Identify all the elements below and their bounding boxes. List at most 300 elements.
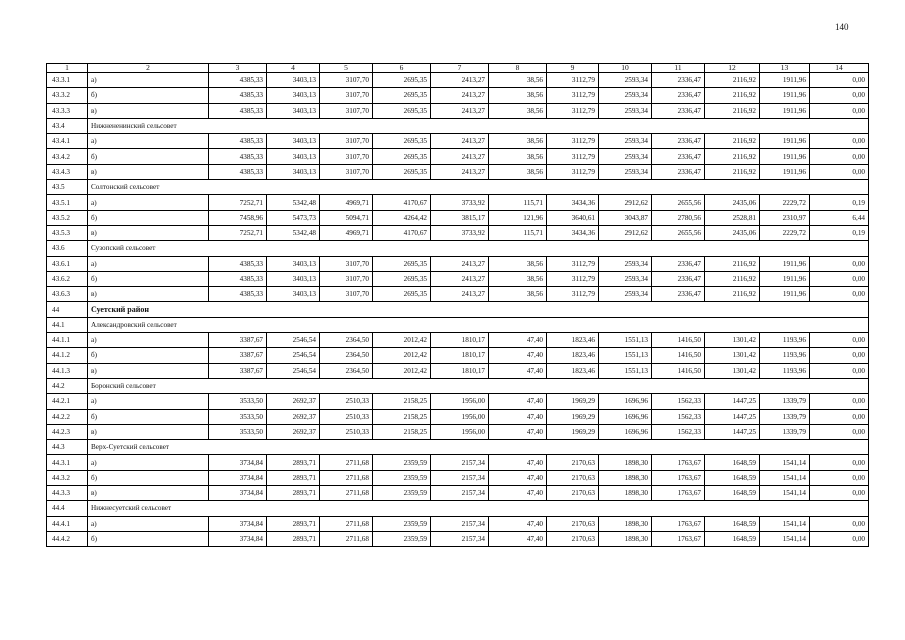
row-code: 44	[47, 302, 88, 317]
value-cell: 1447,25	[705, 394, 760, 409]
table-row	[47, 195, 869, 210]
value-cell: 2413,27	[431, 134, 489, 149]
value-cell: 1956,00	[431, 394, 489, 409]
value-cell: 2359,59	[373, 470, 431, 485]
value-cell: 3107,70	[320, 73, 373, 88]
value-cell: 1301,42	[705, 348, 760, 363]
section-row	[47, 378, 869, 393]
row-code: 44.2.3	[47, 424, 88, 439]
value-cell: 0,00	[810, 134, 869, 149]
table-row	[47, 348, 869, 363]
value-cell: 47,40	[489, 424, 547, 439]
value-cell: 2359,59	[373, 531, 431, 546]
table-row	[47, 149, 869, 164]
row-code: 43.5	[47, 180, 88, 195]
value-cell: 3107,70	[320, 103, 373, 118]
row-code: 43.6.3	[47, 287, 88, 302]
value-cell: 2116,92	[705, 256, 760, 271]
value-cell: 1898,30	[599, 470, 652, 485]
value-cell: 1301,42	[705, 363, 760, 378]
value-cell: 1562,33	[652, 409, 705, 424]
column-header: 10	[599, 64, 652, 73]
value-cell: 1810,17	[431, 348, 489, 363]
value-cell: 0,00	[810, 348, 869, 363]
table-row	[47, 424, 869, 439]
value-cell: 1911,96	[760, 73, 810, 88]
row-label: а)	[88, 195, 209, 210]
value-cell: 3640,61	[547, 210, 599, 225]
table-row	[47, 531, 869, 546]
row-code: 44.4	[47, 501, 88, 516]
value-cell: 2711,68	[320, 516, 373, 531]
value-cell: 47,40	[489, 486, 547, 501]
tariff-table	[46, 63, 869, 547]
value-cell: 2692,37	[267, 409, 320, 424]
table-row	[47, 486, 869, 501]
value-cell: 1696,96	[599, 409, 652, 424]
value-cell: 1193,96	[760, 348, 810, 363]
row-label: в)	[88, 164, 209, 179]
value-cell: 1911,96	[760, 103, 810, 118]
value-cell: 47,40	[489, 363, 547, 378]
value-cell: 0,00	[810, 516, 869, 531]
section-title: Александровский сельсовет	[88, 317, 869, 332]
value-cell: 2593,34	[599, 164, 652, 179]
value-cell: 0,00	[810, 271, 869, 286]
row-code: 44.2	[47, 378, 88, 393]
value-cell: 3107,70	[320, 256, 373, 271]
value-cell: 0,00	[810, 424, 869, 439]
table-row	[47, 88, 869, 103]
section-title: Сузопский сельсовет	[88, 241, 869, 256]
value-cell: 0,00	[810, 409, 869, 424]
value-cell: 5342,48	[267, 225, 320, 240]
value-cell: 1763,67	[652, 516, 705, 531]
value-cell: 38,56	[489, 88, 547, 103]
value-cell: 2711,68	[320, 455, 373, 470]
value-cell: 2170,63	[547, 455, 599, 470]
value-cell: 2655,56	[652, 195, 705, 210]
value-cell: 2336,47	[652, 73, 705, 88]
value-cell: 1339,79	[760, 424, 810, 439]
value-cell: 0,00	[810, 531, 869, 546]
value-cell: 2158,25	[373, 394, 431, 409]
value-cell: 2170,63	[547, 470, 599, 485]
value-cell: 1541,14	[760, 455, 810, 470]
value-cell: 2546,54	[267, 348, 320, 363]
value-cell: 3107,70	[320, 271, 373, 286]
value-cell: 5094,71	[320, 210, 373, 225]
row-code: 44.1.2	[47, 348, 88, 363]
value-cell: 2336,47	[652, 149, 705, 164]
section-row	[47, 440, 869, 455]
value-cell: 0,19	[810, 195, 869, 210]
value-cell: 2593,34	[599, 149, 652, 164]
value-cell: 38,56	[489, 134, 547, 149]
value-cell: 2510,33	[320, 424, 373, 439]
value-cell: 0,00	[810, 73, 869, 88]
value-cell: 2893,71	[267, 470, 320, 485]
value-cell: 2546,54	[267, 333, 320, 348]
value-cell: 4385,33	[209, 271, 267, 286]
value-cell: 2695,35	[373, 287, 431, 302]
value-cell: 3403,13	[267, 88, 320, 103]
section-row	[47, 241, 869, 256]
table-row	[47, 210, 869, 225]
value-cell: 2413,27	[431, 256, 489, 271]
value-cell: 2157,34	[431, 455, 489, 470]
value-cell: 2893,71	[267, 516, 320, 531]
row-code: 43.6.1	[47, 256, 88, 271]
value-cell: 2157,34	[431, 516, 489, 531]
value-cell: 3734,84	[209, 486, 267, 501]
value-cell: 0,00	[810, 455, 869, 470]
value-cell: 2116,92	[705, 271, 760, 286]
row-code: 43.4	[47, 118, 88, 133]
row-code: 44.3	[47, 440, 88, 455]
value-cell: 1898,30	[599, 531, 652, 546]
value-cell: 2229,72	[760, 225, 810, 240]
value-cell: 2413,27	[431, 287, 489, 302]
value-cell: 2695,35	[373, 103, 431, 118]
value-cell: 2893,71	[267, 486, 320, 501]
row-code: 44.4.2	[47, 531, 88, 546]
section-row	[47, 317, 869, 332]
value-cell: 4385,33	[209, 149, 267, 164]
value-cell: 1339,79	[760, 409, 810, 424]
value-cell: 2593,34	[599, 256, 652, 271]
column-header: 2	[88, 64, 209, 73]
row-label: б)	[88, 470, 209, 485]
row-label: а)	[88, 394, 209, 409]
row-label: в)	[88, 287, 209, 302]
value-cell: 1898,30	[599, 516, 652, 531]
value-cell: 3533,50	[209, 394, 267, 409]
value-cell: 2692,37	[267, 394, 320, 409]
value-cell: 3533,50	[209, 409, 267, 424]
row-label: а)	[88, 134, 209, 149]
value-cell: 2695,35	[373, 271, 431, 286]
value-cell: 3112,79	[547, 134, 599, 149]
row-label: б)	[88, 88, 209, 103]
value-cell: 1823,46	[547, 348, 599, 363]
table-row	[47, 333, 869, 348]
table-row	[47, 516, 869, 531]
value-cell: 2593,34	[599, 134, 652, 149]
row-code: 44.2.1	[47, 394, 88, 409]
row-code: 43.5.1	[47, 195, 88, 210]
value-cell: 2593,34	[599, 88, 652, 103]
section-title: Боронский сельсовет	[88, 378, 869, 393]
value-cell: 6,44	[810, 210, 869, 225]
value-cell: 4969,71	[320, 195, 373, 210]
value-cell: 3107,70	[320, 88, 373, 103]
value-cell: 2116,92	[705, 134, 760, 149]
value-cell: 2435,06	[705, 195, 760, 210]
value-cell: 2780,56	[652, 210, 705, 225]
value-cell: 2116,92	[705, 88, 760, 103]
row-label: б)	[88, 531, 209, 546]
value-cell: 47,40	[489, 333, 547, 348]
value-cell: 1562,33	[652, 394, 705, 409]
value-cell: 38,56	[489, 103, 547, 118]
value-cell: 2593,34	[599, 271, 652, 286]
row-code: 44.4.1	[47, 516, 88, 531]
row-code: 43.4.3	[47, 164, 88, 179]
value-cell: 2116,92	[705, 103, 760, 118]
value-cell: 1301,42	[705, 333, 760, 348]
row-code: 44.1.1	[47, 333, 88, 348]
value-cell: 1541,14	[760, 531, 810, 546]
value-cell: 2170,63	[547, 486, 599, 501]
value-cell: 3112,79	[547, 164, 599, 179]
row-label: б)	[88, 348, 209, 363]
row-label: в)	[88, 486, 209, 501]
value-cell: 7252,71	[209, 195, 267, 210]
value-cell: 1898,30	[599, 455, 652, 470]
value-cell: 2711,68	[320, 531, 373, 546]
value-cell: 38,56	[489, 271, 547, 286]
column-header: 8	[489, 64, 547, 73]
row-label: б)	[88, 271, 209, 286]
value-cell: 3107,70	[320, 149, 373, 164]
column-header: 3	[209, 64, 267, 73]
value-cell: 3734,84	[209, 516, 267, 531]
table-row	[47, 409, 869, 424]
value-cell: 1969,29	[547, 424, 599, 439]
value-cell: 4170,67	[373, 195, 431, 210]
value-cell: 0,00	[810, 88, 869, 103]
value-cell: 1956,00	[431, 409, 489, 424]
value-cell: 1541,14	[760, 486, 810, 501]
value-cell: 3434,36	[547, 225, 599, 240]
value-cell: 47,40	[489, 348, 547, 363]
value-cell: 4385,33	[209, 256, 267, 271]
column-header: 9	[547, 64, 599, 73]
value-cell: 2116,92	[705, 287, 760, 302]
value-cell: 2170,63	[547, 531, 599, 546]
value-cell: 2435,06	[705, 225, 760, 240]
table-row	[47, 256, 869, 271]
value-cell: 1447,25	[705, 424, 760, 439]
table-row	[47, 103, 869, 118]
value-cell: 7458,96	[209, 210, 267, 225]
value-cell: 3733,92	[431, 195, 489, 210]
value-cell: 47,40	[489, 470, 547, 485]
value-cell: 1648,59	[705, 516, 760, 531]
value-cell: 3043,87	[599, 210, 652, 225]
section-title: Верх-Суетский сельсовет	[88, 440, 869, 455]
value-cell: 3107,70	[320, 287, 373, 302]
value-cell: 38,56	[489, 164, 547, 179]
value-cell: 3533,50	[209, 424, 267, 439]
value-cell: 2893,71	[267, 455, 320, 470]
row-code: 44.3.2	[47, 470, 88, 485]
value-cell: 1551,13	[599, 333, 652, 348]
page-number: 140	[835, 22, 849, 32]
column-header: 12	[705, 64, 760, 73]
value-cell: 2893,71	[267, 531, 320, 546]
value-cell: 1911,96	[760, 164, 810, 179]
value-cell: 4385,33	[209, 73, 267, 88]
value-cell: 2336,47	[652, 88, 705, 103]
value-cell: 1763,67	[652, 531, 705, 546]
value-cell: 2593,34	[599, 73, 652, 88]
value-cell: 2695,35	[373, 164, 431, 179]
row-label: а)	[88, 455, 209, 470]
value-cell: 1969,29	[547, 394, 599, 409]
value-cell: 5342,48	[267, 195, 320, 210]
value-cell: 2364,50	[320, 333, 373, 348]
value-cell: 1541,14	[760, 516, 810, 531]
row-code: 43.6	[47, 241, 88, 256]
value-cell: 1898,30	[599, 486, 652, 501]
row-code: 43.5.3	[47, 225, 88, 240]
value-cell: 3403,13	[267, 149, 320, 164]
value-cell: 47,40	[489, 409, 547, 424]
value-cell: 1911,96	[760, 134, 810, 149]
value-cell: 1648,59	[705, 470, 760, 485]
value-cell: 2413,27	[431, 271, 489, 286]
value-cell: 2157,34	[431, 470, 489, 485]
value-cell: 4264,42	[373, 210, 431, 225]
row-code: 43.4.2	[47, 149, 88, 164]
value-cell: 2695,35	[373, 134, 431, 149]
value-cell: 0,00	[810, 287, 869, 302]
section-title: Нижнесуетский сельсовет	[88, 501, 869, 516]
value-cell: 1911,96	[760, 271, 810, 286]
value-cell: 3403,13	[267, 287, 320, 302]
value-cell: 1562,33	[652, 424, 705, 439]
row-label: б)	[88, 210, 209, 225]
table-row	[47, 225, 869, 240]
row-label: в)	[88, 225, 209, 240]
value-cell: 1763,67	[652, 486, 705, 501]
value-cell: 2158,25	[373, 409, 431, 424]
value-cell: 4385,33	[209, 134, 267, 149]
value-cell: 2012,42	[373, 363, 431, 378]
value-cell: 3112,79	[547, 88, 599, 103]
value-cell: 2364,50	[320, 363, 373, 378]
column-header: 5	[320, 64, 373, 73]
value-cell: 2413,27	[431, 88, 489, 103]
table-body	[47, 73, 869, 547]
value-cell: 3733,92	[431, 225, 489, 240]
column-header: 14	[810, 64, 869, 73]
table-row	[47, 470, 869, 485]
value-cell: 2695,35	[373, 149, 431, 164]
column-header: 13	[760, 64, 810, 73]
row-label: а)	[88, 73, 209, 88]
value-cell: 5473,73	[267, 210, 320, 225]
value-cell: 1911,96	[760, 88, 810, 103]
value-cell: 1193,96	[760, 333, 810, 348]
value-cell: 2413,27	[431, 103, 489, 118]
value-cell: 0,19	[810, 225, 869, 240]
value-cell: 2012,42	[373, 348, 431, 363]
value-cell: 0,00	[810, 394, 869, 409]
value-cell: 3112,79	[547, 103, 599, 118]
value-cell: 3434,36	[547, 195, 599, 210]
value-cell: 2116,92	[705, 149, 760, 164]
table-row	[47, 363, 869, 378]
column-header: 4	[267, 64, 320, 73]
value-cell: 3403,13	[267, 73, 320, 88]
value-cell: 2510,33	[320, 394, 373, 409]
value-cell: 1648,59	[705, 486, 760, 501]
value-cell: 0,00	[810, 363, 869, 378]
row-code: 43.3.1	[47, 73, 88, 88]
row-label: а)	[88, 516, 209, 531]
row-code: 43.6.2	[47, 271, 88, 286]
value-cell: 1823,46	[547, 333, 599, 348]
value-cell: 2157,34	[431, 531, 489, 546]
table-row	[47, 73, 869, 88]
value-cell: 1416,50	[652, 363, 705, 378]
value-cell: 2012,42	[373, 333, 431, 348]
section-title: Солтонский сельсовет	[88, 180, 869, 195]
row-label: б)	[88, 409, 209, 424]
value-cell: 3403,13	[267, 271, 320, 286]
value-cell: 2695,35	[373, 73, 431, 88]
value-cell: 3112,79	[547, 73, 599, 88]
value-cell: 2528,81	[705, 210, 760, 225]
value-cell: 38,56	[489, 287, 547, 302]
value-cell: 1810,17	[431, 363, 489, 378]
value-cell: 4385,33	[209, 103, 267, 118]
value-cell: 47,40	[489, 531, 547, 546]
value-cell: 3112,79	[547, 287, 599, 302]
value-cell: 1911,96	[760, 256, 810, 271]
row-code: 43.5.2	[47, 210, 88, 225]
value-cell: 1763,67	[652, 470, 705, 485]
value-cell: 2695,35	[373, 88, 431, 103]
value-cell: 3734,84	[209, 531, 267, 546]
value-cell: 38,56	[489, 73, 547, 88]
value-cell: 2912,62	[599, 225, 652, 240]
row-code: 43.3.3	[47, 103, 88, 118]
value-cell: 3387,67	[209, 348, 267, 363]
value-cell: 1193,96	[760, 363, 810, 378]
value-cell: 38,56	[489, 256, 547, 271]
row-label: в)	[88, 363, 209, 378]
row-code: 43.4.1	[47, 134, 88, 149]
value-cell: 3387,67	[209, 333, 267, 348]
table-row	[47, 134, 869, 149]
value-cell: 2336,47	[652, 271, 705, 286]
value-cell: 3107,70	[320, 134, 373, 149]
value-cell: 3734,84	[209, 470, 267, 485]
value-cell: 1339,79	[760, 394, 810, 409]
row-code: 44.1	[47, 317, 88, 332]
district-row	[47, 302, 869, 317]
value-cell: 2158,25	[373, 424, 431, 439]
district-title: Суетский район	[88, 302, 869, 317]
value-cell: 3403,13	[267, 256, 320, 271]
value-cell: 38,56	[489, 149, 547, 164]
row-code: 44.1.3	[47, 363, 88, 378]
value-cell: 4170,67	[373, 225, 431, 240]
column-header-row	[47, 64, 869, 73]
section-row	[47, 118, 869, 133]
value-cell: 1763,67	[652, 455, 705, 470]
section-row	[47, 180, 869, 195]
value-cell: 2310,97	[760, 210, 810, 225]
value-cell: 1911,96	[760, 287, 810, 302]
value-cell: 2912,62	[599, 195, 652, 210]
value-cell: 2413,27	[431, 164, 489, 179]
value-cell: 1648,59	[705, 455, 760, 470]
